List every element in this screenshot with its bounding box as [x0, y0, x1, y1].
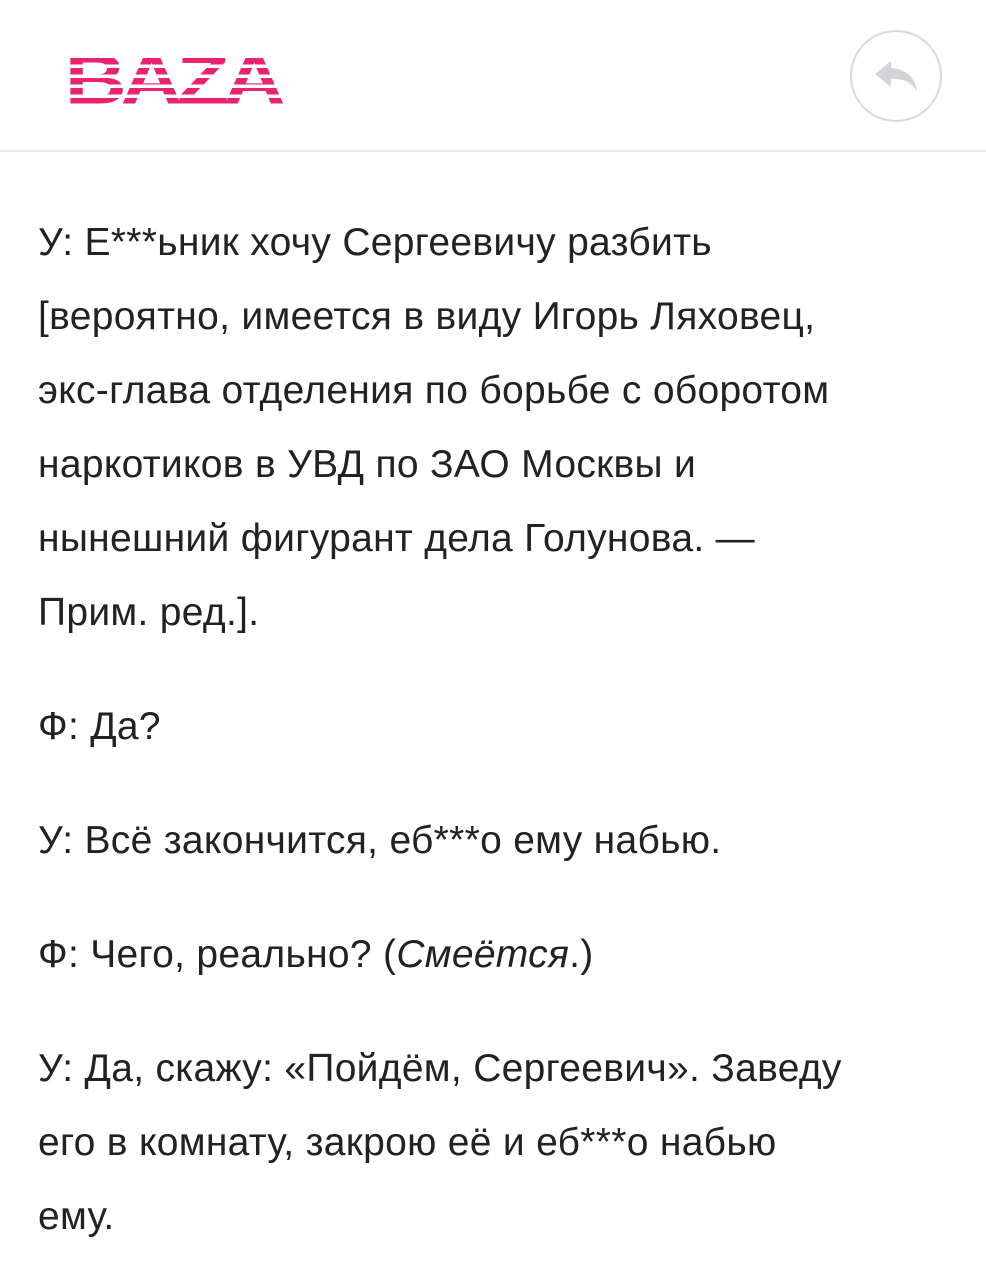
text-line: наркотиков в УВД по ЗАО Москвы и — [38, 443, 697, 486]
text-line: У: Е***ьник хочу Сергеевичу разбить — [38, 221, 712, 264]
text-line: Ф: Чего, реально? ( — [38, 933, 397, 976]
text-line: [вероятно, имеется в виду Игорь Ляховец, — [38, 295, 816, 338]
baza-logo[interactable] — [40, 38, 304, 110]
stage-direction: Смеётся — [396, 933, 570, 976]
paragraph-u-3 — [38, 1032, 958, 1254]
text-line: У: Всё закончится, еб***о ему набью. — [38, 819, 722, 862]
text-line: .) — [569, 933, 594, 976]
paragraph-f-2 — [38, 918, 958, 992]
text-line: Ф: Да? — [38, 705, 161, 748]
text-line: Прим. ред.]. — [38, 591, 260, 634]
paragraph-u-2 — [38, 804, 958, 878]
back-button[interactable] — [850, 30, 942, 122]
paragraph-u-1 — [38, 206, 958, 650]
back-arrow-icon — [873, 59, 919, 93]
top-bar — [0, 0, 986, 152]
text-line: экс-глава отделения по борьбе с оборотом — [38, 369, 830, 412]
article-body — [38, 206, 958, 1254]
text-line: его в комнату, закрою её и еб***о набью — [38, 1121, 777, 1164]
paragraph-f-1 — [38, 690, 958, 764]
text-line: нынешний фигурант дела Голунова. — — [38, 517, 755, 560]
text-line: ему. — [38, 1195, 115, 1238]
text-line: У: Да, скажу: «Пойдём, Сергеевич». Заведу — [38, 1047, 842, 1090]
baza-logo-image — [40, 38, 304, 110]
